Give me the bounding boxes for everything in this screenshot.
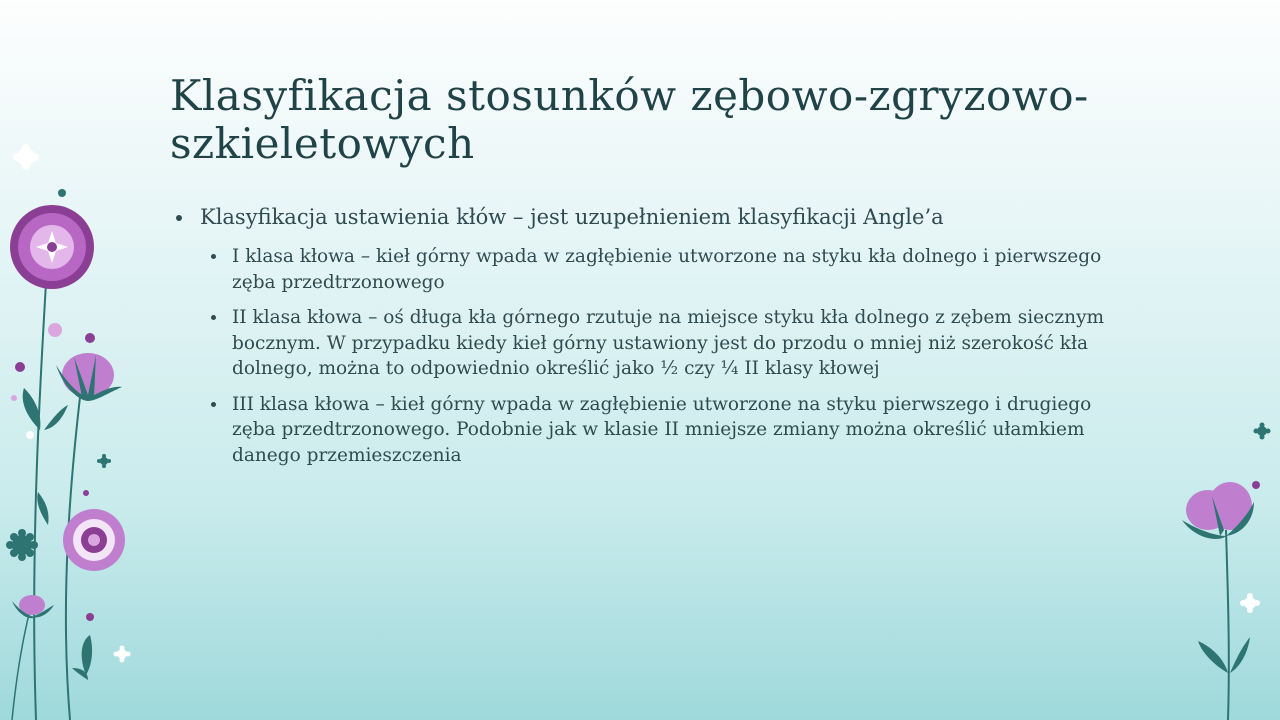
sub-bullet-class-1: I klasa kłowa – kieł górny wpada w zagłębienie utworzone na styku kła dolnego i pierwszego zęba przedtrzonowego <box>208 244 1122 295</box>
slide-body <box>172 204 1122 478</box>
slide-title: Klasyfikacja stosunków zębowo-zgryzowo-szkieletowych <box>170 71 1089 168</box>
bullet-canine-classification: Klasyfikacja ustawienia kłów – jest uzupełnieniem klasyfikacji Angle’a <box>172 204 1122 230</box>
sub-bullet-class-3: III klasa kłowa – kieł górny wpada w zagłębienie utworzone na styku pierwszego i drugiego zęba przedtrzonowego. Podobnie jak w klasie II mniejsze zmiany można określić ułamkiem danego przemieszczenia <box>208 392 1122 469</box>
sub-bullet-class-2: II klasa kłowa – oś długa kła górnego rzutuje na miejsce styku kła dolnego z zębem siecznym bocznym. W przypadku kiedy kieł górny ustawiony jest do przodu o mniej niż szerokość kła dolnego, można to odpowiednio określić jako ½ czy ¼ II klasy kłowej <box>208 305 1122 382</box>
floral-decoration-right <box>1170 415 1280 720</box>
floral-decoration-left <box>0 130 140 720</box>
